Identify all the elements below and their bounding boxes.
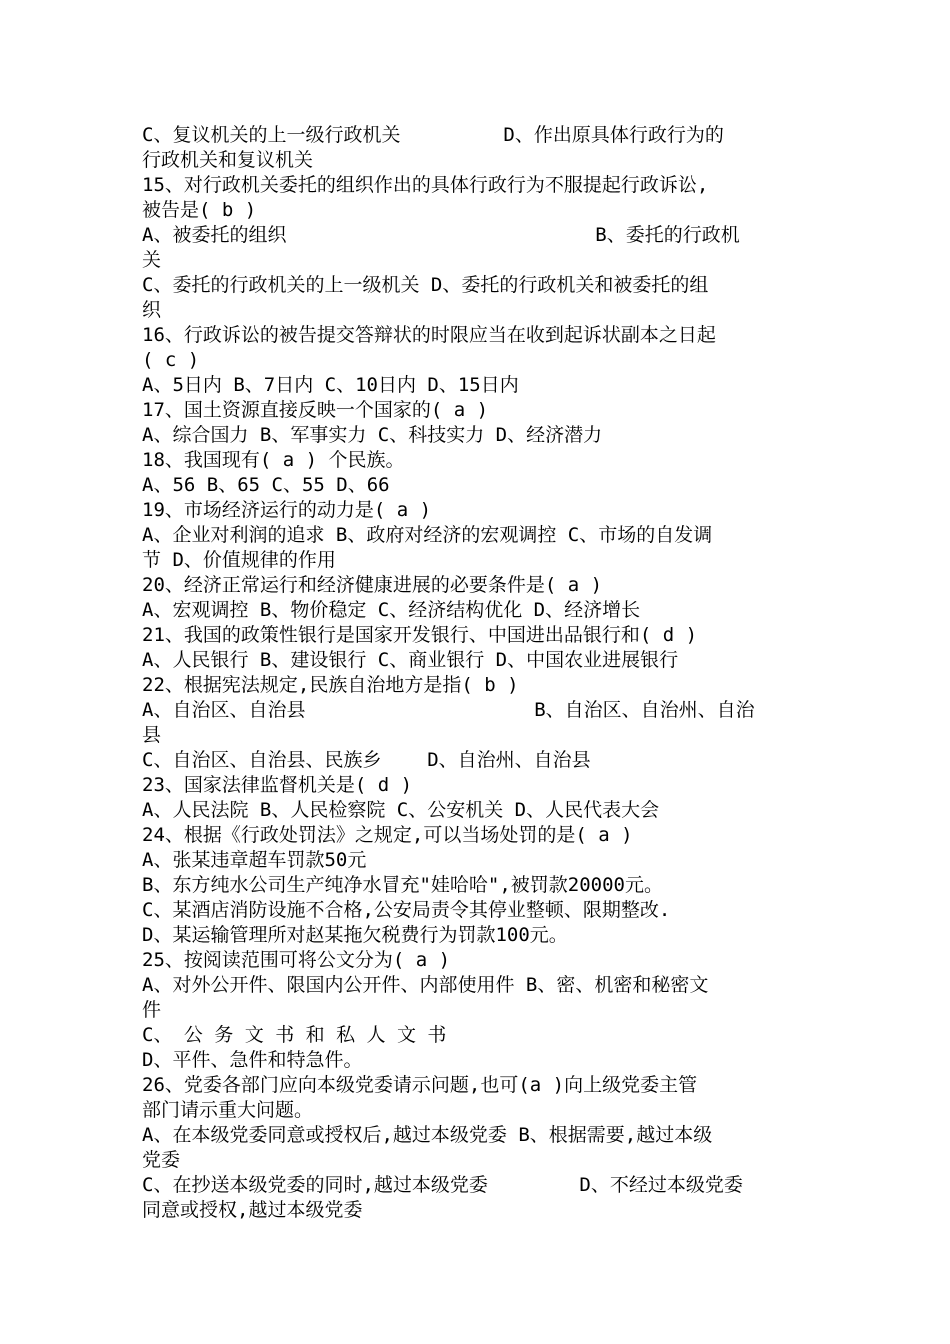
text-line: A、人民法院 B、人民检察院 C、公安机关 D、人民代表大会 — [142, 799, 660, 821]
text-line: 25、按阅读范围可将公文分为( a ) — [142, 949, 451, 971]
text-line: 行政机关和复议机关 — [142, 149, 314, 171]
text-line: C、委托的行政机关的上一级机关 D、委托的行政机关和被委托的组 — [142, 274, 709, 296]
text-line: 县 — [142, 724, 162, 746]
text-line: A、56 B、65 C、55 D、66 — [142, 474, 390, 496]
text-line: A、5日内 B、7日内 C、10日内 D、15日内 — [142, 374, 519, 396]
text-line: A、对外公开件、限国内公开件、内部使用件 B、密、机密和秘密文 — [142, 974, 709, 996]
text-line: C、自治区、自治县、民族乡 D、自治州、自治县 — [142, 749, 591, 771]
text-line: 20、经济正常运行和经济健康进展的必要条件是( a ) — [142, 574, 603, 596]
text-line: A、综合国力 B、军事实力 C、科技实力 D、经济潜力 — [142, 424, 603, 446]
text-line: 26、党委各部门应向本级党委请示问题,也可(a )向上级党委主管 — [142, 1074, 698, 1096]
text-line: 17、国土资源直接反映一个国家的( a ) — [142, 399, 489, 421]
text-line: A、被委托的组织 B、委托的行政机 — [142, 224, 740, 246]
text-line: 16、行政诉讼的被告提交答辩状的时限应当在收到起诉状副本之日起 — [142, 324, 716, 346]
text-line: 15、对行政机关委托的组织作出的具体行政行为不服提起行政诉讼, — [142, 174, 709, 196]
text-line: A、在本级党委同意或授权后,越过本级党委 B、根据需要,越过本级 — [142, 1124, 713, 1146]
text-line: 24、根据《行政处罚法》之规定,可以当场处罚的是( a ) — [142, 824, 633, 846]
text-line: 22、根据宪法规定,民族自治地方是指( b ) — [142, 674, 519, 696]
text-line: 19、市场经济运行的动力是( a ) — [142, 499, 432, 521]
text-line: D、某运输管理所对赵某拖欠税费行为罚款100元。 — [142, 924, 568, 946]
text-line: 部门请示重大问题。 — [142, 1099, 314, 1121]
text-line: C、复议机关的上一级行政机关 D、作出原具体行政行为的 — [142, 124, 724, 146]
text-line: 18、我国现有( a ) 个民族。 — [142, 449, 405, 471]
text-line: ( c ) — [142, 349, 200, 371]
text-line: 23、国家法律监督机关是( d ) — [142, 774, 413, 796]
text-line: A、自治区、自治县 B、自治区、自治州、自治 — [142, 699, 755, 721]
text-line: B、东方纯水公司生产纯净水冒充"娃哈哈",被罚款20000元。 — [142, 874, 663, 896]
text-line: 节 D、价值规律的作用 — [142, 549, 336, 571]
text-line: D、平件、急件和特急件。 — [142, 1049, 363, 1071]
text-line: C、 公 务 文 书 和 私 人 文 书 — [142, 1024, 447, 1046]
text-line: 件 — [142, 999, 162, 1021]
text-line: A、人民银行 B、建设银行 C、商业银行 D、中国农业进展银行 — [142, 649, 679, 671]
text-line: A、企业对利润的追求 B、政府对经济的宏观调控 C、市场的自发调 — [142, 524, 713, 546]
text-line: C、某酒店消防设施不合格,公安局责令其停业整顿、限期整改. — [142, 899, 671, 921]
text-line: 关 — [142, 249, 162, 271]
text-line: 党委 — [142, 1149, 181, 1171]
text-line: 同意或授权,越过本级党委 — [142, 1199, 363, 1221]
text-line: 织 — [142, 299, 162, 321]
document-page — [142, 123, 812, 1223]
text-line: C、在抄送本级党委的同时,越过本级党委 D、不经过本级党委 — [142, 1174, 743, 1196]
text-line: A、宏观调控 B、物价稳定 C、经济结构优化 D、经济增长 — [142, 599, 641, 621]
text-line: 被告是( b ) — [142, 199, 257, 221]
text-line: A、张某违章超车罚款50元 — [142, 849, 367, 871]
text-line: 21、我国的政策性银行是国家开发银行、中国进出品银行和( d ) — [142, 624, 698, 646]
